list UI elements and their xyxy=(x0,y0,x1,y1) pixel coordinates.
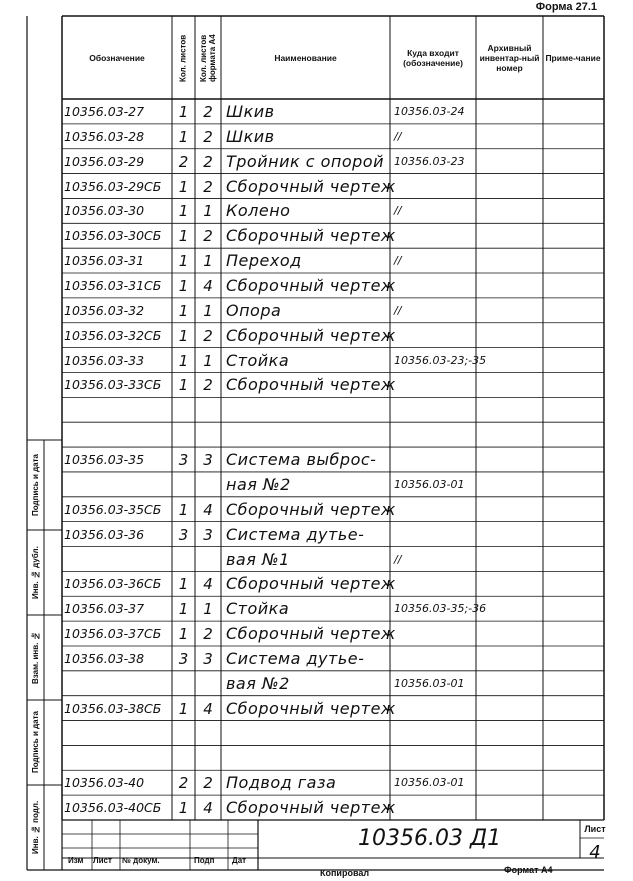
document-code: 10356.03 Д1 xyxy=(358,826,502,851)
side-replace-inv-no: Взам. инв. № xyxy=(31,631,40,684)
cell-sheets-qty xyxy=(172,399,195,422)
cell-name: Колено xyxy=(226,201,291,221)
cell-where-used xyxy=(394,623,476,646)
cell-sheets-a4: 2 xyxy=(203,227,213,246)
cell-designation xyxy=(64,549,170,572)
cell-name: Сборочный чертеж xyxy=(226,698,396,718)
side-dup-inv-no: Инв. № дубл. xyxy=(31,546,40,599)
cell-sheets-a4: 2 xyxy=(203,625,213,644)
col-label-izm: Изм xyxy=(68,856,84,865)
cell-sheets-a4: 4 xyxy=(203,277,213,296)
cell-where-used: // xyxy=(394,254,402,268)
cell-where-used xyxy=(394,424,476,447)
cell-sheets-a4 xyxy=(195,399,221,422)
cell-name xyxy=(226,723,388,746)
cell-designation: 10356.03-35СБ xyxy=(64,501,162,517)
cell-where-used xyxy=(394,325,476,348)
cell-where-used xyxy=(394,275,476,298)
cell-where-used xyxy=(394,399,476,422)
cell-where-used: 10356.03-35;-36 xyxy=(394,602,487,616)
side-orig-inv-no: Инв. № подл. xyxy=(31,800,40,855)
cell-designation: 10356.03-38 xyxy=(64,650,145,666)
cell-sheets-qty: 1 xyxy=(178,600,189,619)
cell-sheets-a4: 1 xyxy=(203,351,213,370)
col-label-doc-no: № докум. xyxy=(122,856,160,865)
cell-sheets-qty: 1 xyxy=(178,177,189,196)
cell-sheets-qty: 1 xyxy=(178,376,189,395)
cell-name: ная №2 xyxy=(226,474,291,494)
cell-where-used xyxy=(394,499,476,522)
cell-name: Опора xyxy=(226,300,282,320)
cell-sheets-a4: 4 xyxy=(203,575,213,594)
cell-sheets-qty xyxy=(172,474,195,497)
cell-where-used xyxy=(394,573,476,596)
header-archive-no: Архивный инвентар-ный номер xyxy=(479,43,540,73)
cell-sheets-qty: 1 xyxy=(178,252,189,271)
cell-sheets-a4: 3 xyxy=(203,451,213,470)
cell-where-used: // xyxy=(394,204,402,218)
sheet-label: Лист xyxy=(584,824,606,834)
cell-designation: 10356.03-29СБ xyxy=(64,178,162,194)
cell-sheets-qty xyxy=(172,424,195,447)
sheet-number: 4 xyxy=(589,842,601,863)
cell-designation xyxy=(64,474,170,497)
cell-sheets-a4 xyxy=(195,549,221,572)
cell-name: Шкив xyxy=(226,126,275,146)
cell-where-used xyxy=(394,176,476,199)
cell-designation: 10356.03-33 xyxy=(64,352,145,368)
cell-sheets-a4 xyxy=(195,673,221,696)
format-label: Формат А4 xyxy=(504,865,553,875)
cell-designation: 10356.03-29 xyxy=(64,153,145,169)
cell-designation: 10356.03-28 xyxy=(64,128,145,144)
cell-sheets-qty: 1 xyxy=(178,625,189,644)
copied-label: Копировал xyxy=(320,868,370,878)
header-name: Наименование xyxy=(274,53,337,63)
header-note: Приме-чание xyxy=(545,53,601,63)
cell-name: Стойка xyxy=(226,599,290,619)
cell-name: Сборочный чертеж xyxy=(226,798,396,818)
cell-where-used xyxy=(394,747,476,770)
cell-name: Сборочный чертеж xyxy=(226,325,396,345)
side-sign-date-1: Подпись и дата xyxy=(31,454,40,516)
cell-name xyxy=(226,399,388,422)
cell-sheets-qty: 2 xyxy=(178,774,189,793)
header-where-used: Куда входит (обозначение) xyxy=(403,48,463,68)
cell-sheets-a4 xyxy=(195,474,221,497)
cell-name: Шкив xyxy=(226,102,275,121)
cell-sheets-qty: 3 xyxy=(178,451,189,470)
cell-designation: 10356.03-31 xyxy=(64,253,145,269)
cell-sheets-qty: 3 xyxy=(178,649,189,668)
cell-designation: 10356.03-37 xyxy=(64,601,145,617)
cell-designation xyxy=(64,424,170,447)
cell-sheets-a4: 3 xyxy=(203,649,213,668)
cell-name: Система выброс- xyxy=(226,450,377,470)
cell-where-used: 10356.03-23 xyxy=(394,154,465,168)
cell-sheets-qty xyxy=(172,723,195,746)
cell-sheets-a4: 1 xyxy=(203,252,213,271)
cell-where-used: // xyxy=(394,552,402,566)
cell-name: Сборочный чертеж xyxy=(226,276,396,296)
cell-name: Сборочный чертеж xyxy=(226,624,396,644)
cell-where-used: 10356.03-23;-35 xyxy=(394,353,487,367)
cell-where-used xyxy=(394,797,476,820)
cell-designation xyxy=(64,399,170,422)
cell-sheets-a4: 2 xyxy=(203,103,213,121)
cell-name: Сборочный чертеж xyxy=(226,499,396,519)
cell-sheets-a4: 2 xyxy=(203,177,213,196)
cell-where-used: 10356.03-01 xyxy=(394,676,465,690)
cell-where-used xyxy=(394,648,476,671)
cell-name: Сборочный чертеж xyxy=(226,226,396,246)
cell-name: Система дутье- xyxy=(226,648,365,668)
col-label-list: Лист xyxy=(93,856,112,865)
cell-sheets-qty: 1 xyxy=(178,699,189,718)
cell-sheets-qty: 1 xyxy=(178,301,189,320)
cell-name: Сборочный чертеж xyxy=(226,574,396,594)
cell-designation: 10356.03-36 xyxy=(64,526,145,542)
cell-designation: 10356.03-40СБ xyxy=(64,800,162,816)
cell-where-used: // xyxy=(394,303,402,317)
cell-sheets-a4: 4 xyxy=(203,699,213,718)
cell-name: Сборочный чертеж xyxy=(226,176,396,196)
cell-designation: 10356.03-32СБ xyxy=(64,327,162,343)
cell-sheets-a4: 2 xyxy=(203,774,213,793)
cell-name: вая №1 xyxy=(226,549,290,569)
cell-sheets-a4: 2 xyxy=(203,376,213,395)
cell-sheets-qty: 1 xyxy=(178,326,189,345)
side-sign-date-2: Подпись и дата xyxy=(31,711,40,774)
cell-sheets-qty: 1 xyxy=(178,103,189,121)
cell-designation xyxy=(64,673,170,696)
cell-name: Сборочный чертеж xyxy=(226,375,396,395)
cell-sheets-a4: 2 xyxy=(203,152,213,171)
cell-sheets-a4: 3 xyxy=(203,525,213,544)
cell-sheets-a4 xyxy=(195,723,221,746)
cell-where-used xyxy=(394,374,476,397)
cell-designation: 10356.03-27 xyxy=(64,104,145,119)
cell-sheets-a4: 1 xyxy=(203,301,213,320)
cell-sheets-qty xyxy=(172,747,195,770)
cell-name: Переход xyxy=(226,251,302,271)
cell-sheets-qty: 2 xyxy=(178,152,189,171)
cell-sheets-a4: 1 xyxy=(203,600,213,619)
cell-designation: 10356.03-35 xyxy=(64,452,145,468)
cell-designation: 10356.03-36СБ xyxy=(64,576,162,592)
cell-where-used: 10356.03-01 xyxy=(394,776,465,790)
cell-where-used xyxy=(394,524,476,547)
cell-sheets-qty: 1 xyxy=(178,202,189,221)
cell-sheets-qty xyxy=(172,673,195,696)
cell-name xyxy=(226,424,388,447)
cell-sheets-qty: 1 xyxy=(178,277,189,296)
cell-where-used xyxy=(394,723,476,746)
cell-sheets-qty: 1 xyxy=(178,575,189,594)
cell-sheets-a4 xyxy=(195,747,221,770)
cell-sheets-qty: 3 xyxy=(178,525,189,544)
cell-designation: 10356.03-32 xyxy=(64,302,145,318)
cell-name: Тройник с опорой xyxy=(226,151,384,171)
cell-sheets-a4: 2 xyxy=(203,326,213,345)
cell-sheets-qty: 1 xyxy=(178,500,189,519)
header-sheets-qty: Кол. листов xyxy=(178,34,188,82)
cell-sheets-qty: 1 xyxy=(178,351,189,370)
cell-where-used: // xyxy=(394,129,402,143)
cell-designation: 10356.03-38СБ xyxy=(64,700,162,716)
cell-designation: 10356.03-30СБ xyxy=(64,228,162,244)
cell-where-used xyxy=(394,449,476,472)
cell-sheets-qty xyxy=(172,549,195,572)
cell-designation: 10356.03-37СБ xyxy=(64,626,162,642)
cell-sheets-a4: 2 xyxy=(203,127,213,146)
cell-where-used: 10356.03-24 xyxy=(394,105,465,118)
cell-sheets-qty: 1 xyxy=(178,127,189,146)
header-sheets-a4: Кол. листов формата А4 xyxy=(199,34,217,82)
cell-sheets-a4 xyxy=(195,424,221,447)
cell-designation: 10356.03-30 xyxy=(64,203,145,219)
header-designation: Обозначение xyxy=(89,53,145,63)
cell-name: вая №2 xyxy=(226,673,290,693)
cell-name: Подвод газа xyxy=(226,773,337,793)
cell-designation: 10356.03-31СБ xyxy=(64,278,162,294)
cell-sheets-a4: 1 xyxy=(203,202,213,221)
cell-designation: 10356.03-40 xyxy=(64,775,145,791)
col-label-sign: Подп xyxy=(194,856,215,865)
cell-name xyxy=(226,747,388,770)
cell-designation xyxy=(64,723,170,746)
cell-sheets-qty: 1 xyxy=(178,227,189,246)
cell-where-used xyxy=(394,698,476,721)
cell-sheets-a4: 4 xyxy=(203,500,213,519)
cell-designation xyxy=(64,747,170,770)
cell-designation: 10356.03-33СБ xyxy=(64,377,162,393)
cell-where-used xyxy=(394,225,476,248)
cell-name: Стойка xyxy=(226,350,290,370)
cell-sheets-a4: 4 xyxy=(203,799,213,818)
col-label-date: Дат xyxy=(232,856,247,865)
cell-sheets-qty: 1 xyxy=(178,799,189,818)
form-label: Форма 27.1 xyxy=(535,1,597,13)
cell-name: Система дутье- xyxy=(226,524,365,544)
cell-where-used: 10356.03-01 xyxy=(394,477,465,491)
